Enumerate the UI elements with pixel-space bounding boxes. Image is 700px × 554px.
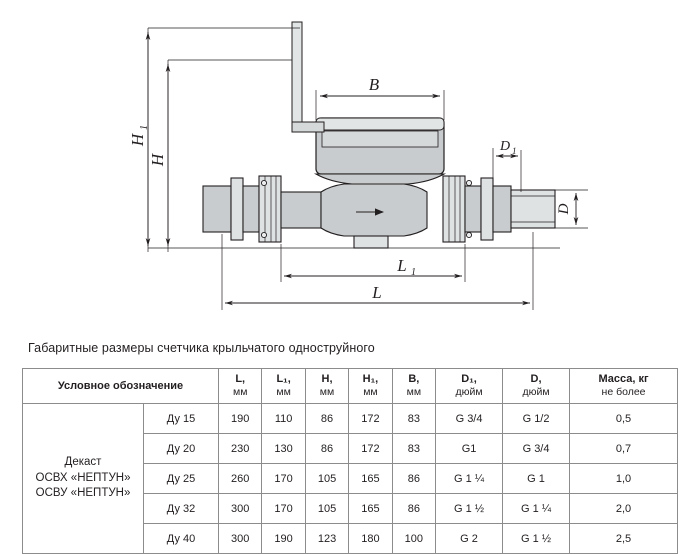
row-2-dn: Ду 25 xyxy=(144,464,219,494)
right-screw-bottom xyxy=(466,232,471,237)
table-header xyxy=(23,369,678,404)
label-d1-sub: 1 xyxy=(512,146,517,156)
brand-line-1: Декаст xyxy=(64,456,102,469)
col-header-l1-unit: мм xyxy=(276,386,291,398)
left-flange xyxy=(231,178,243,240)
diagram-caption: Габаритные размеры счетчика крыльчатого одноструйного xyxy=(28,341,375,355)
right-flange xyxy=(481,178,493,240)
row-1-h1: 172 xyxy=(349,434,392,464)
row-2-l1: 170 xyxy=(262,464,305,494)
col-header-h-unit: мм xyxy=(319,386,335,398)
col-header-d xyxy=(503,369,570,404)
right-union-nut xyxy=(443,176,465,242)
right-spacer xyxy=(465,186,481,232)
register-base xyxy=(316,174,444,184)
row-1-b: 83 xyxy=(392,434,435,464)
bottom-boss xyxy=(354,236,388,248)
row-2-b: 86 xyxy=(392,464,435,494)
table-header-row xyxy=(23,369,678,404)
row-1-h: 86 xyxy=(305,434,348,464)
row-0-d: G 1/2 xyxy=(503,404,570,434)
row-4-dn: Ду 40 xyxy=(144,524,219,554)
row-4-mass: 2,5 xyxy=(570,524,678,554)
right-screw-top xyxy=(466,180,471,185)
row-2-d1: G 1 ¼ xyxy=(436,464,503,494)
row-0-h1: 172 xyxy=(349,404,392,434)
row-4-b: 100 xyxy=(392,524,435,554)
row-0-l1: 110 xyxy=(262,404,305,434)
left-union-nut xyxy=(259,176,281,242)
row-1-mass: 0,7 xyxy=(570,434,678,464)
antenna-elbow xyxy=(292,122,324,132)
row-4-l1: 190 xyxy=(262,524,305,554)
col-header-h1-label: H₁, xyxy=(362,373,379,386)
col-header-h1 xyxy=(349,369,392,404)
row-3-b: 86 xyxy=(392,494,435,524)
brand-line-3: ОСВУ «НЕПТУН» xyxy=(35,487,131,500)
row-2-h: 105 xyxy=(305,464,348,494)
col-header-b-label: B, xyxy=(408,373,420,386)
row-3-dn: Ду 32 xyxy=(144,494,219,524)
label-l: L xyxy=(372,283,382,302)
row-0-d1: G 3/4 xyxy=(436,404,503,434)
label-b: B xyxy=(368,75,380,94)
row-2-l: 260 xyxy=(219,464,262,494)
col-header-d-unit: дюйм xyxy=(522,386,550,398)
col-header-d1 xyxy=(436,369,503,404)
col-header-mass-unit: не более xyxy=(601,386,646,398)
row-0-l: 190 xyxy=(219,404,262,434)
label-h1: H xyxy=(128,133,147,147)
col-header-b-unit: мм xyxy=(406,386,422,398)
measuring-chamber xyxy=(321,184,427,236)
brand-cell xyxy=(23,404,144,554)
row-3-l: 300 xyxy=(219,494,262,524)
left-pipe xyxy=(281,192,321,228)
row-3-d: G 1 ¼ xyxy=(503,494,570,524)
row-0-h: 86 xyxy=(305,404,348,434)
row-3-mass: 2,0 xyxy=(570,494,678,524)
row-2-mass: 1,0 xyxy=(570,464,678,494)
col-header-h1-unit: мм xyxy=(363,386,378,398)
row-3-h: 105 xyxy=(305,494,348,524)
col-header-d1-unit: дюйм xyxy=(455,386,483,398)
row-4-l: 300 xyxy=(219,524,262,554)
dimensions-table xyxy=(22,368,678,554)
row-3-h1: 165 xyxy=(349,494,392,524)
col-header-b xyxy=(392,369,435,404)
antenna-stem xyxy=(292,22,302,122)
row-4-d1: G 2 xyxy=(436,524,503,554)
col-header-l1-label: L₁, xyxy=(276,373,291,386)
label-l1-sub: 1 xyxy=(411,267,416,278)
col-header-mass-label: Масса, кг xyxy=(598,373,649,386)
left-nipple xyxy=(203,186,231,232)
register-lid xyxy=(316,118,444,130)
col-header-l xyxy=(219,369,262,404)
col-header-l-label: L, xyxy=(235,373,246,386)
meter-body-illustration xyxy=(203,22,555,248)
label-d1: D xyxy=(499,139,511,154)
row-0-mass: 0,5 xyxy=(570,404,678,434)
row-3-l1: 170 xyxy=(262,494,305,524)
label-l1: L xyxy=(397,256,407,275)
row-2-d: G 1 xyxy=(503,464,570,494)
col-header-designation xyxy=(23,369,219,404)
left-screw-bottom xyxy=(261,232,266,237)
row-1-l: 230 xyxy=(219,434,262,464)
row-1-d: G 3/4 xyxy=(503,434,570,464)
register-dial xyxy=(322,131,438,147)
col-header-l-unit: мм xyxy=(232,386,248,398)
row-4-h: 123 xyxy=(305,524,348,554)
label-h1-sub: 1 xyxy=(139,125,150,130)
left-screw-top xyxy=(261,180,266,185)
row-2-h1: 165 xyxy=(349,464,392,494)
row-4-d: G 1 ½ xyxy=(503,524,570,554)
row-0-b: 83 xyxy=(392,404,435,434)
col-header-mass xyxy=(570,369,678,404)
col-header-h-label: H, xyxy=(321,373,333,386)
row-1-d1: G1 xyxy=(436,434,503,464)
row-3-d1: G 1 ½ xyxy=(436,494,503,524)
right-nipple-inner xyxy=(493,186,511,232)
row-4-h1: 180 xyxy=(349,524,392,554)
label-d: D xyxy=(556,203,572,215)
row-0-dn: Ду 15 xyxy=(144,404,219,434)
table-row xyxy=(23,404,678,434)
row-1-l1: 130 xyxy=(262,434,305,464)
label-h: H xyxy=(148,153,167,167)
brand-line-2: ОСВХ «НЕПТУН» xyxy=(35,471,131,484)
col-header-designation-label: Условное обозначение xyxy=(57,379,184,392)
col-header-d-label: D, xyxy=(530,373,542,386)
col-header-d1-label: D₁, xyxy=(461,373,477,386)
col-header-l1 xyxy=(262,369,305,404)
left-spacer xyxy=(243,186,259,232)
row-1-dn: Ду 20 xyxy=(144,434,219,464)
table-body xyxy=(23,404,678,554)
col-header-h xyxy=(305,369,348,404)
